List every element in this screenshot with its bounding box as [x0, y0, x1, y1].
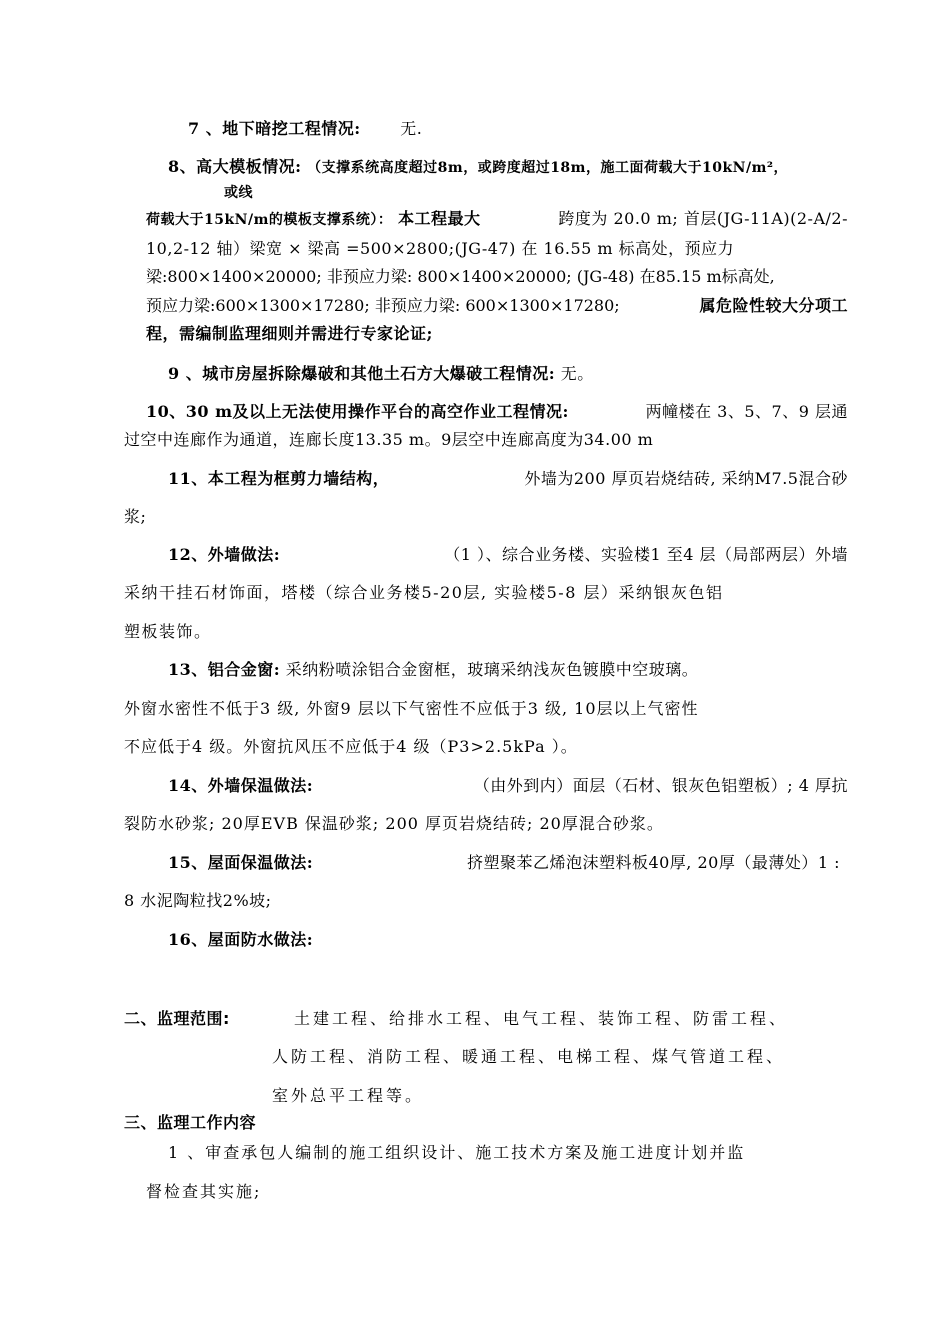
item-13-text-3: 不应低于4 级。外窗抗风压不应低于4 级（P3>2.5kPa ）。 [124, 737, 578, 756]
scope-line-3: 室外总平工程等。 [272, 1086, 425, 1105]
item-14-text-2: 裂防水砂浆; 20厚EVB 保温砂浆; 200 厚页岩烧结砖; 20厚混合砂浆。 [124, 814, 664, 833]
item-16-label: 16、屋面防水做法: [168, 930, 314, 949]
scope-heading: 二、监理范围: [124, 1009, 230, 1028]
item-9-value: 无。 [560, 364, 594, 383]
item-8-note-2: 或线 [224, 185, 253, 201]
item-11-line-1 [168, 467, 848, 491]
item-12-text-3: 塑板装饰。 [124, 622, 212, 641]
item-10-text-1: 两幢楼在 3、5、7、9 层通 [645, 402, 848, 421]
item-8-note-1: （支撑系统高度超过8m，或跨度超过18m，施工面荷载大于10kN/m²， [307, 160, 789, 176]
item-15-text-1: 挤塑聚苯乙烯泡沫塑料板40厚, 20厚（最薄处）1 : [466, 853, 840, 872]
item-12-text-1: （1 ）、综合业务楼、实验楼1 至4 层（局部两层）外墙 [444, 545, 848, 564]
item-15-label: 15、屋面保温做法: [168, 853, 314, 872]
item-10-label: 10、30 m及以上无法使用操作平台的高空作业工程情况: [146, 402, 569, 421]
item-8-lead: 本工程最大 [398, 209, 481, 228]
work-heading: 三、监理工作内容 [124, 1113, 257, 1132]
item-7 [188, 117, 422, 141]
item-12-text-2: 采纳干挂石材饰面，塔楼（综合业务楼5-20层, 实验楼5-8 层）采纳银灰色铝 [124, 583, 724, 602]
item-11-text-1: 外墙为200 厚页岩烧结砖, 采纳M7.5混合砂 [524, 469, 848, 488]
work-item-1-line-1: 1 、审查承包人编制的施工组织设计、施工技术方案及施工进度计划并监 [168, 1143, 746, 1162]
item-13-line-1 [168, 658, 698, 682]
item-13-text-2: 外窗水密性不低于3 级, 外窗9 层以下气密性不应低于3 级, 10层以上气密性 [124, 699, 699, 718]
item-10-line-1 [146, 400, 848, 424]
item-14-text-1: （由外到内）面层（石材、银灰色铝塑板）; 4 厚抗 [473, 776, 848, 795]
item-8-note-3: 荷载大于15kN/m的模板支撑系统）： [146, 212, 393, 228]
item-10-text-2: 过空中连廊作为通道，连廊长度13.35 m。9层空中连廊高度为34.00 m [124, 430, 654, 449]
item-8-text-4: 预应力梁:600×1300×17280; 非预应力梁: 600×1300×17280; [146, 296, 620, 315]
scope-line-1: 土建工程、给排水工程、电气工程、装饰工程、防雷工程、 [294, 1009, 789, 1028]
item-11-text-2: 浆; [124, 507, 147, 526]
item-7-value: 无. [400, 119, 423, 138]
item-14-line-1 [168, 774, 848, 798]
scope-line-2: 人防工程、消防工程、暖通工程、电梯工程、煤气管道工程、 [272, 1047, 786, 1066]
item-15-text-2: 8 水泥陶粒找2%坡; [124, 891, 272, 910]
item-13-label: 13、铝合金窗: [168, 660, 281, 679]
item-12-label: 12、外墙做法: [168, 545, 281, 564]
item-8-text-2: 10,2-12 轴）梁宽 × 梁高 =500×2800;(JG-47) 在 16.55 m 标高处，预应力 [146, 239, 735, 258]
item-9 [168, 362, 594, 386]
item-11-label: 11、本工程为框剪力墙结构， [168, 469, 390, 488]
item-13-text-1: 采纳粉喷涂铝合金窗框，玻璃采纳浅灰色镀膜中空玻璃。 [285, 660, 699, 679]
item-8-conclusion-1: 属危险性较大分项工 [699, 296, 848, 315]
item-8-heading [168, 155, 788, 180]
item-12-line-1 [168, 543, 848, 567]
item-8-text-1: 跨度为 20.0 m; 首层(JG-11A)(2-A/2- [558, 209, 848, 228]
work-item-1-line-2: 督检查其实施; [146, 1182, 262, 1201]
item-8-line-5 [146, 294, 848, 318]
item-8-label: 8、高大模板情况: [168, 157, 302, 176]
item-15-line-1 [168, 851, 840, 875]
item-8-conclusion-2: 程，需编制监理细则并需进行专家论证; [146, 324, 433, 343]
item-8-line-1 [146, 207, 848, 232]
item-14-label: 14、外墙保温做法: [168, 776, 314, 795]
item-7-label: 7 、地下暗挖工程情况: [188, 119, 361, 138]
item-8-text-3: 梁:800×1400×20000; 非预应力梁: 800×1400×20000; (JG-48) 在85.15 m标高处, [146, 267, 775, 286]
item-9-label: 9 、城市房屋拆除爆破和其他土石方大爆破工程情况: [168, 364, 556, 383]
